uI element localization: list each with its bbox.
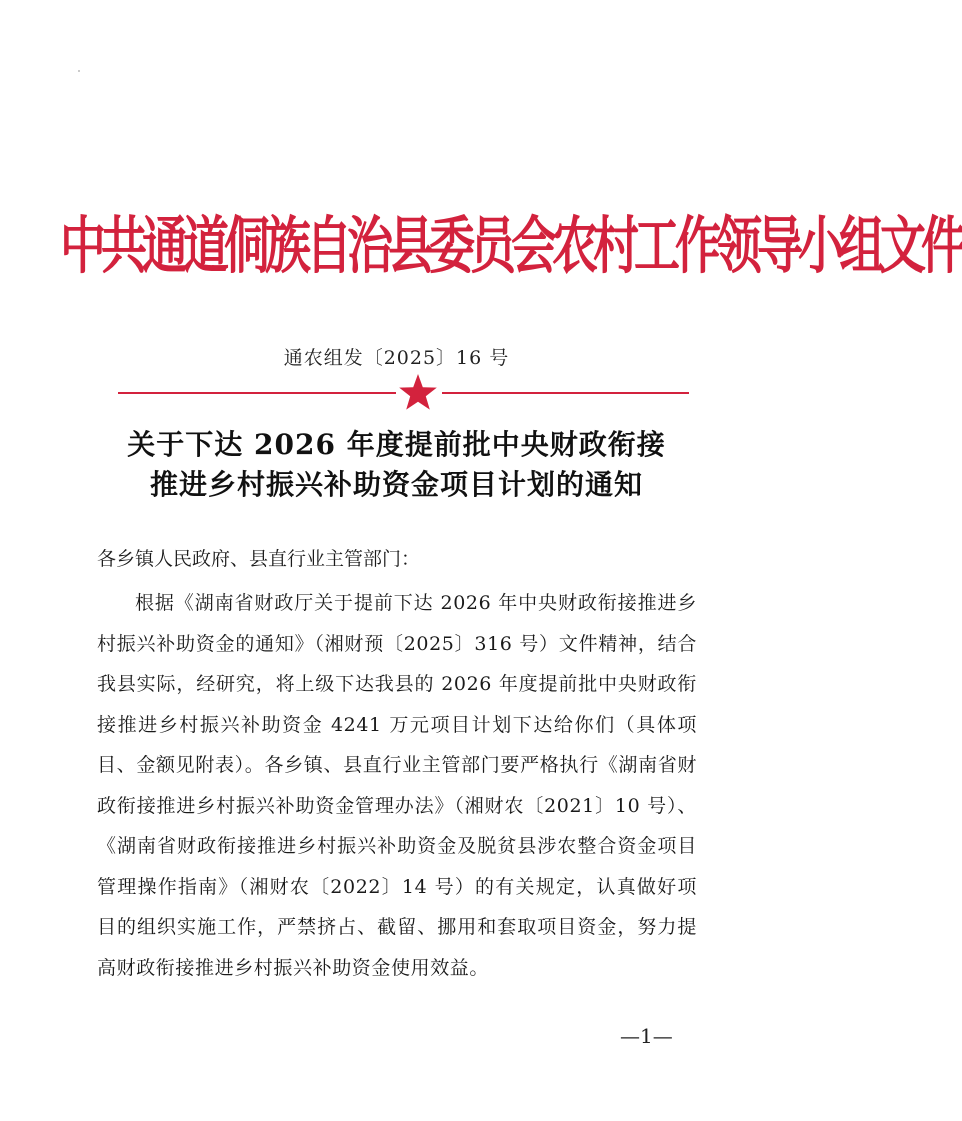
title-line-2: 推进乡村振兴补助资金项目计划的通知 <box>149 468 643 501</box>
page-number: —1— <box>620 1024 673 1048</box>
red-separator-left <box>118 392 396 394</box>
issuer-header: 中共通道侗族自治县委员会农村工作领导小组文件 <box>60 208 962 282</box>
body-paragraph: 根据《湖南省财政厅关于提前下达 2026 年中央财政衔接推进乡村振兴补助资金的通知》（湘财预〔2025〕316 号）文件精神，结合我县实际，经研究，将上级下达我县的 2026 年度提前批中央财政衔接推进乡村振兴补助资金 4241 万元项目计划下达给你们（具体项目、金额见附表）。各乡镇、县直行业主管部门要严格执行《湖南省财政衔接推进乡村振兴补助资金管理办法》（湘财农〔2021〕10 号）、《湖南省财政衔接推进乡村振兴补助资金及脱贫县涉农整合资金项目管理操作指南》（湘财农〔2022〕14 号）的有关规定，认真做好项目的组织实施工作，严禁挤占、截留、挪用和套取项目资金，努力提高财政衔接推进乡村振兴补助资金使用效益。 <box>97 592 697 979</box>
document-number: 通农组发〔2025〕16 号 <box>283 347 510 369</box>
star-icon <box>398 372 438 412</box>
scan-speck <box>78 70 80 72</box>
document-title <box>0 425 793 505</box>
red-separator-right <box>442 392 689 394</box>
title-line-1: 关于下达 2026 年度提前批中央财政衔接 <box>127 428 666 461</box>
salutation: 各乡镇人民政府、县直行业主管部门： <box>97 548 421 570</box>
